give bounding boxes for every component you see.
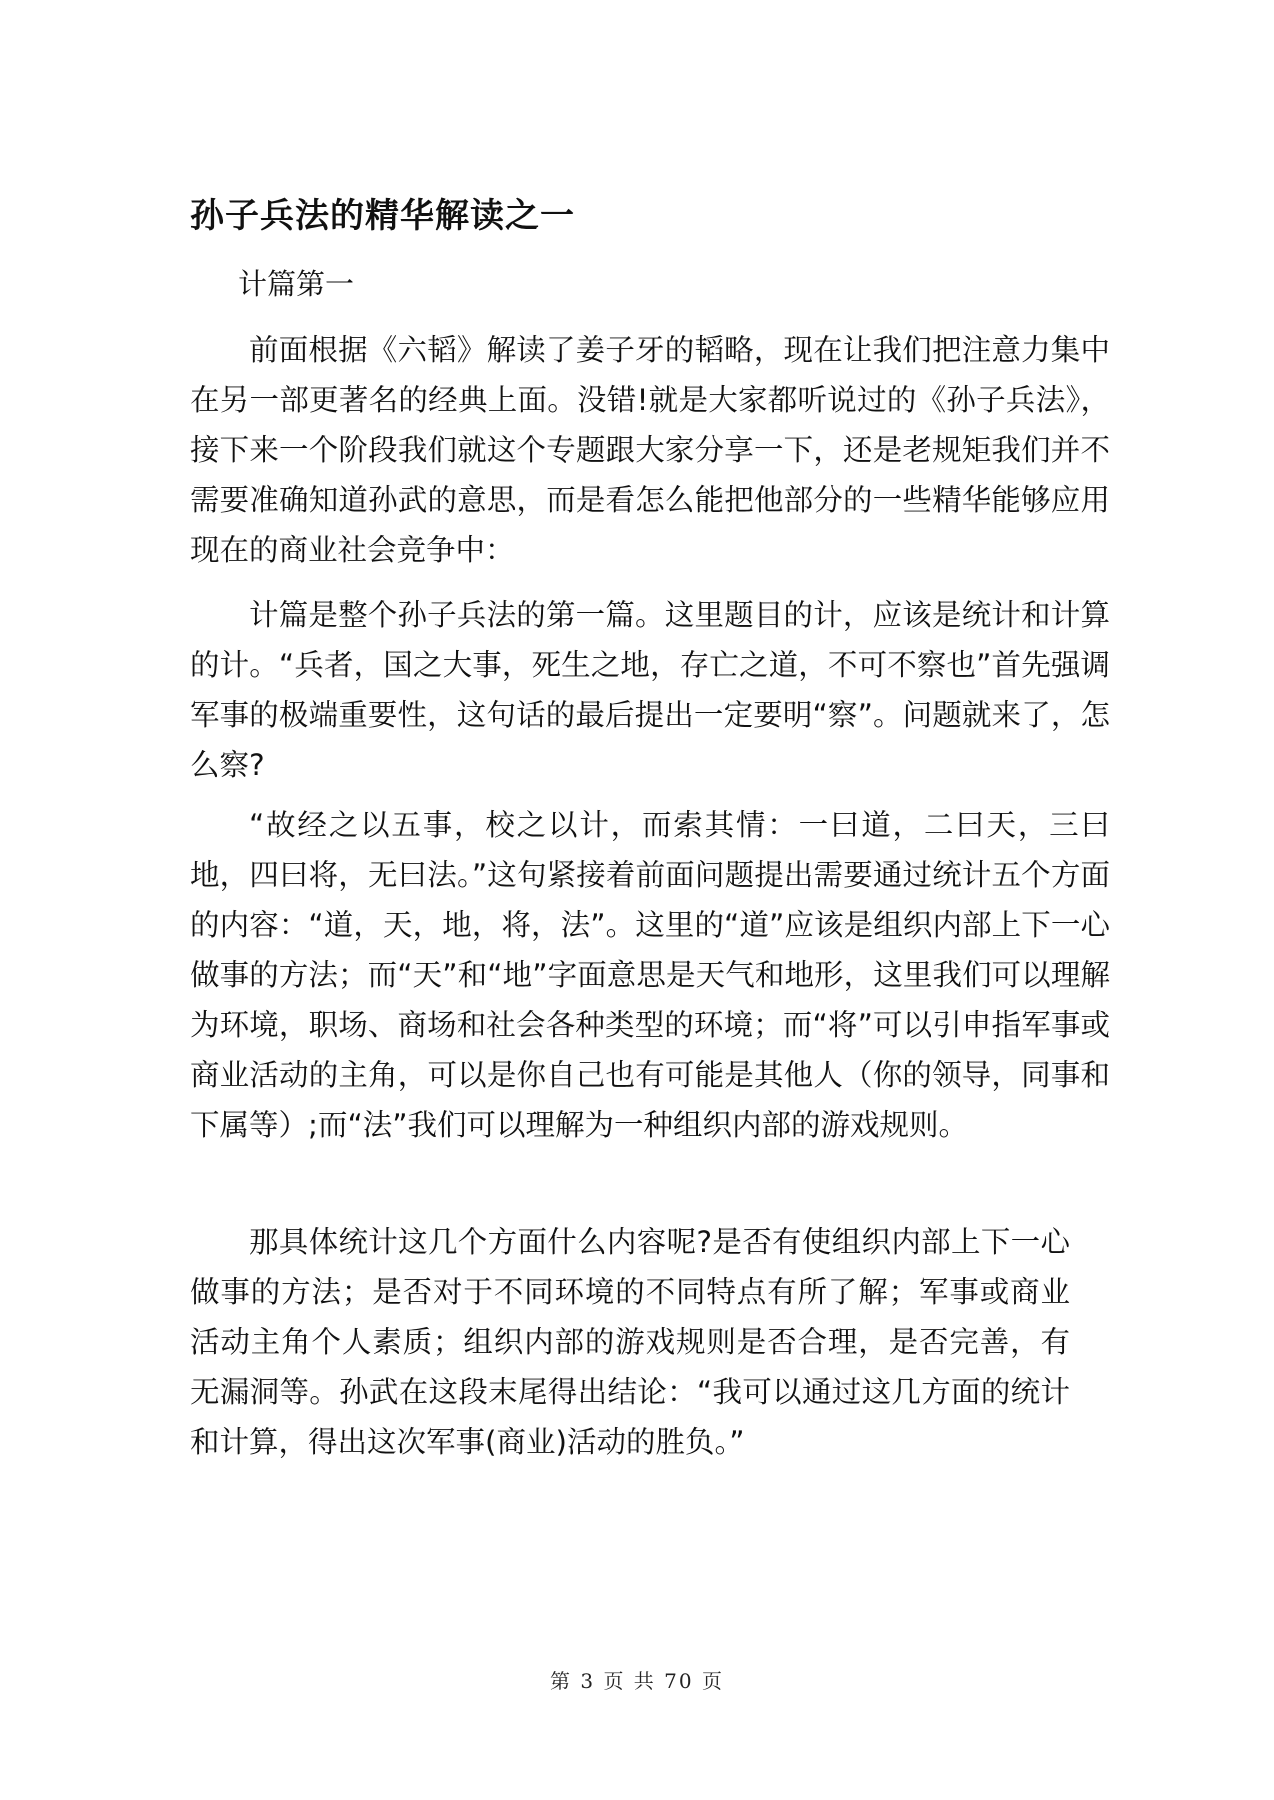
section-heading: 计篇第一	[238, 267, 355, 301]
paragraph: 前面根据《六韬》解读了姜子牙的韬略，现在让我们把注意力集中在另一部更著名的经典上面。没错!就是大家都听说过的《孙子兵法》，接下来一个阶段我们就这个专题跟大家分享一下，还是老规矩我们并不需要准确知道孙武的意思，而是看怎么能把他部分的一些精华能够应用现在的商业社会竞争中：	[190, 333, 1110, 567]
paragraph: “故经之以五事，校之以计，而索其情：一曰道，二曰天，三曰地，四曰将，无曰法。”这句紧接着前面问题提出需要通过统计五个方面的内容：“道，天，地，将，法”。这里的“道”应该是组织内部上下一心做事的方法；而“天”和“地”字面意思是天气和地形，这里我们可以理解为环境，职场、商场和社会各种类型的环境；而“将”可以引申指军事或商业活动的主角，可以是你自己也有可能是其他人（你的领导，同事和下属等）;而“法”我们可以理解为一种组织内部的游戏规则。	[190, 808, 1110, 1142]
page-number-footer: 第 3 页 共 70 页	[550, 1669, 724, 1693]
document-title: 孙子兵法的精华解读之一	[190, 196, 575, 236]
paragraph: 那具体统计这几个方面什么内容呢?是否有使组织内部上下一心做事的方法；是否对于不同环境的不同特点有所了解；军事或商业活动主角个人素质；组织内部的游戏规则是否合理，是否完善，有无漏洞等。孙武在这段末尾得出结论：“我可以通过这几方面的统计和计算，得出这次军事(商业)活动的胜负。”	[190, 1225, 1070, 1459]
paragraph: 计篇是整个孙子兵法的第一篇。这里题目的计，应该是统计和计算的计。“兵者，国之大事，死生之地，存亡之道，不可不察也”首先强调军事的极端重要性，这句话的最后提出一定要明“察”。问题就来了，怎么察?	[190, 598, 1110, 782]
